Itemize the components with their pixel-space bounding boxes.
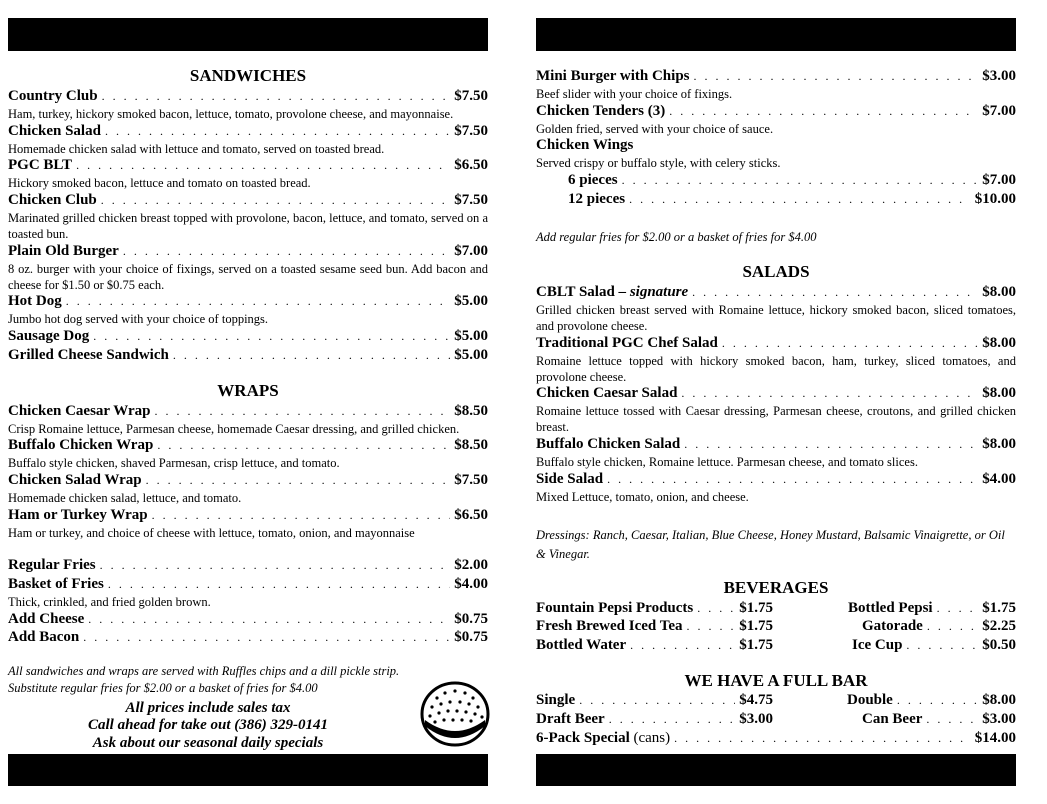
menu-item-chicken-salad-wrap: Chicken Salad Wrap . . . $7.50 xyxy=(8,471,488,490)
bottom-bar-left xyxy=(8,754,488,786)
menu-item-mini-burger: Mini Burger with Chips . . . $3.00 xyxy=(536,67,1016,86)
item-description: Grilled chicken breast served with Romaine lettuce, hickory smoked bacon, sliced tomatoes, and provolone cheese. xyxy=(536,303,1016,333)
top-bar-right xyxy=(536,18,1016,51)
item-description: 8 oz. burger with your choice of fixings, served on a toasted sesame seed bun. Add bacon and cheese for $1.50 or $0.75 each. xyxy=(8,262,488,292)
menu-item-sausage-dog: Sausage Dog . . . $5.00 xyxy=(8,327,488,346)
item-description: Served crispy or buffalo style, with celery sticks. xyxy=(536,156,781,170)
menu-item-fountain-pepsi: Fountain Pepsi Products . . . $1.75 xyxy=(536,599,773,618)
item-description: Buffalo style chicken, Romaine lettuce. Parmesan cheese, and tomato slices. xyxy=(536,455,918,469)
substitute-fries-note: Substitute regular fries for $2.00 or a basket of fries for $4.00 xyxy=(8,681,318,695)
menu-item-draft-beer: Draft Beer . . . $3.00 xyxy=(536,710,773,729)
menu-item-iced-tea: Fresh Brewed Iced Tea . . . $1.75 xyxy=(536,617,773,636)
menu-item-cblt-salad: CBLT Salad – signature . . . $8.00 xyxy=(536,283,1016,302)
menu-item-ice-cup: Ice Cup . . . $0.50 xyxy=(852,636,1016,655)
item-description: Marinated grilled chicken breast topped with provolone, bacon, lettuce, and tomato, served on a toasted bun. xyxy=(8,211,488,241)
item-description: Ham or turkey, and choice of cheese with lettuce, tomato, onion, and mayonnaise xyxy=(8,526,415,540)
menu-item-can-beer: Can Beer . . . $3.00 xyxy=(862,710,1016,729)
menu-item-plain-old-burger: Plain Old Burger . . . $7.00 xyxy=(8,242,488,261)
menu-item-hot-dog: Hot Dog . . . $5.00 xyxy=(8,292,488,311)
menu-item-gatorade: Gatorade . . . $2.25 xyxy=(862,617,1016,636)
sales-tax-note: All prices include sales tax xyxy=(125,700,291,716)
menu-item-chicken-caesar-salad: Chicken Caesar Salad . . . $8.00 xyxy=(536,384,1016,403)
menu-item-chicken-salad: Chicken Salad . . . $7.50 xyxy=(8,122,488,141)
menu-item-wings-6: 6 pieces . . . $7.00 xyxy=(568,171,1016,190)
menu-item-buffalo-chicken-wrap: Buffalo Chicken Wrap . . . $8.50 xyxy=(8,436,488,455)
item-description: Romaine lettuce tossed with Caesar dressing, Parmesan cheese, croutons, and grilled chicken breast. xyxy=(536,404,1016,434)
served-with-note: All sandwiches and wraps are served with Ruffles chips and a dill pickle strip. xyxy=(8,664,400,678)
menu-item-chicken-wings: Chicken Wings xyxy=(536,137,634,153)
item-description: Crisp Romaine lettuce, Parmesan cheese, homemade Caesar dressing, and grilled chicken. xyxy=(8,422,460,436)
fries-note: Add regular fries for $2.00 or a basket of fries for $4.00 xyxy=(536,230,817,244)
menu-item-wings-12: 12 pieces . . . $10.00 xyxy=(568,190,1016,209)
menu-item-chicken-tenders: Chicken Tenders (3) . . . $7.00 xyxy=(536,102,1016,121)
menu-item-single: Single . . . $4.75 xyxy=(536,691,773,710)
item-description: Golden fried, served with your choice of sauce. xyxy=(536,122,774,136)
menu-item-basket-of-fries: Basket of Fries . . . $4.00 xyxy=(8,575,488,594)
item-description: Beef slider with your choice of fixings. xyxy=(536,87,733,101)
top-bar-left xyxy=(8,18,488,51)
wraps-heading: WRAPS xyxy=(217,381,279,400)
item-description: Buffalo style chicken, shaved Parmesan, crisp lettuce, and tomato. xyxy=(8,456,340,470)
menu-item-chicken-caesar-wrap: Chicken Caesar Wrap . . . $8.50 xyxy=(8,402,488,421)
seasonal-specials-note: Ask about our seasonal daily specials xyxy=(92,735,324,751)
beverages-heading: BEVERAGES xyxy=(723,578,829,597)
item-description: Homemade chicken salad with lettuce and tomato, served on toasted bread. xyxy=(8,142,385,156)
item-description: Jumbo hot dog served with your choice of toppings. xyxy=(8,312,269,326)
menu-item-chef-salad: Traditional PGC Chef Salad . . . $8.00 xyxy=(536,334,1016,353)
menu-item-regular-fries: Regular Fries . . . $2.00 xyxy=(8,556,488,575)
menu-item-side-salad: Side Salad . . . $4.00 xyxy=(536,470,1016,489)
menu-item-double: Double . . . $8.00 xyxy=(847,691,1016,710)
bottom-bar-right xyxy=(536,754,1016,786)
item-description: Mixed Lettuce, tomato, onion, and cheese. xyxy=(536,490,749,504)
item-description: Thick, crinkled, and fried golden brown. xyxy=(8,595,211,609)
golf-ball-icon xyxy=(419,680,491,748)
sandwiches-heading: SANDWICHES xyxy=(189,66,307,85)
item-description: Ham, turkey, hickory smoked bacon, lettuce, tomato, provolone cheese, and mayonnaise. xyxy=(8,107,454,121)
menu-item-grilled-cheese: Grilled Cheese Sandwich . . . $5.00 xyxy=(8,346,488,365)
takeout-phone: Call ahead for take out (386) 329-0141 xyxy=(88,717,328,733)
item-description: Romaine lettuce topped with hickory smoked bacon, ham, turkey, sliced tomatoes, and provolone cheese. xyxy=(536,354,1016,384)
item-description: Hickory smoked bacon, lettuce and tomato on toasted bread. xyxy=(8,176,311,190)
menu-item-pgc-blt: PGC BLT . . . $6.50 xyxy=(8,156,488,175)
menu-item-six-pack-special: 6-Pack Special (cans) . . . $14.00 xyxy=(536,729,1016,748)
dressings-note: Dressings: Ranch, Caesar, Italian, Blue Cheese, Honey Mustard, Balsamic Vinaigrette, or Oil & Vinegar. xyxy=(536,528,1005,561)
full-bar-heading: WE HAVE A FULL BAR xyxy=(684,671,868,690)
menu-item-chicken-club: Chicken Club . . . $7.50 xyxy=(8,191,488,210)
menu-item-bottled-pepsi: Bottled Pepsi . . . $1.75 xyxy=(848,599,1016,618)
item-description: Homemade chicken salad, lettuce, and tomato. xyxy=(8,491,242,505)
menu-item-add-cheese: Add Cheese . . . $0.75 xyxy=(8,610,488,629)
menu-item-buffalo-chicken-salad: Buffalo Chicken Salad . . . $8.00 xyxy=(536,435,1016,454)
menu-item-country-club: Country Club . . . $7.50 xyxy=(8,87,488,106)
menu-item-add-bacon: Add Bacon . . . $0.75 xyxy=(8,628,488,647)
menu-item-bottled-water: Bottled Water . . . $1.75 xyxy=(536,636,773,655)
salads-heading: SALADS xyxy=(742,262,810,281)
menu-item-ham-or-turkey-wrap: Ham or Turkey Wrap . . . $6.50 xyxy=(8,506,488,525)
